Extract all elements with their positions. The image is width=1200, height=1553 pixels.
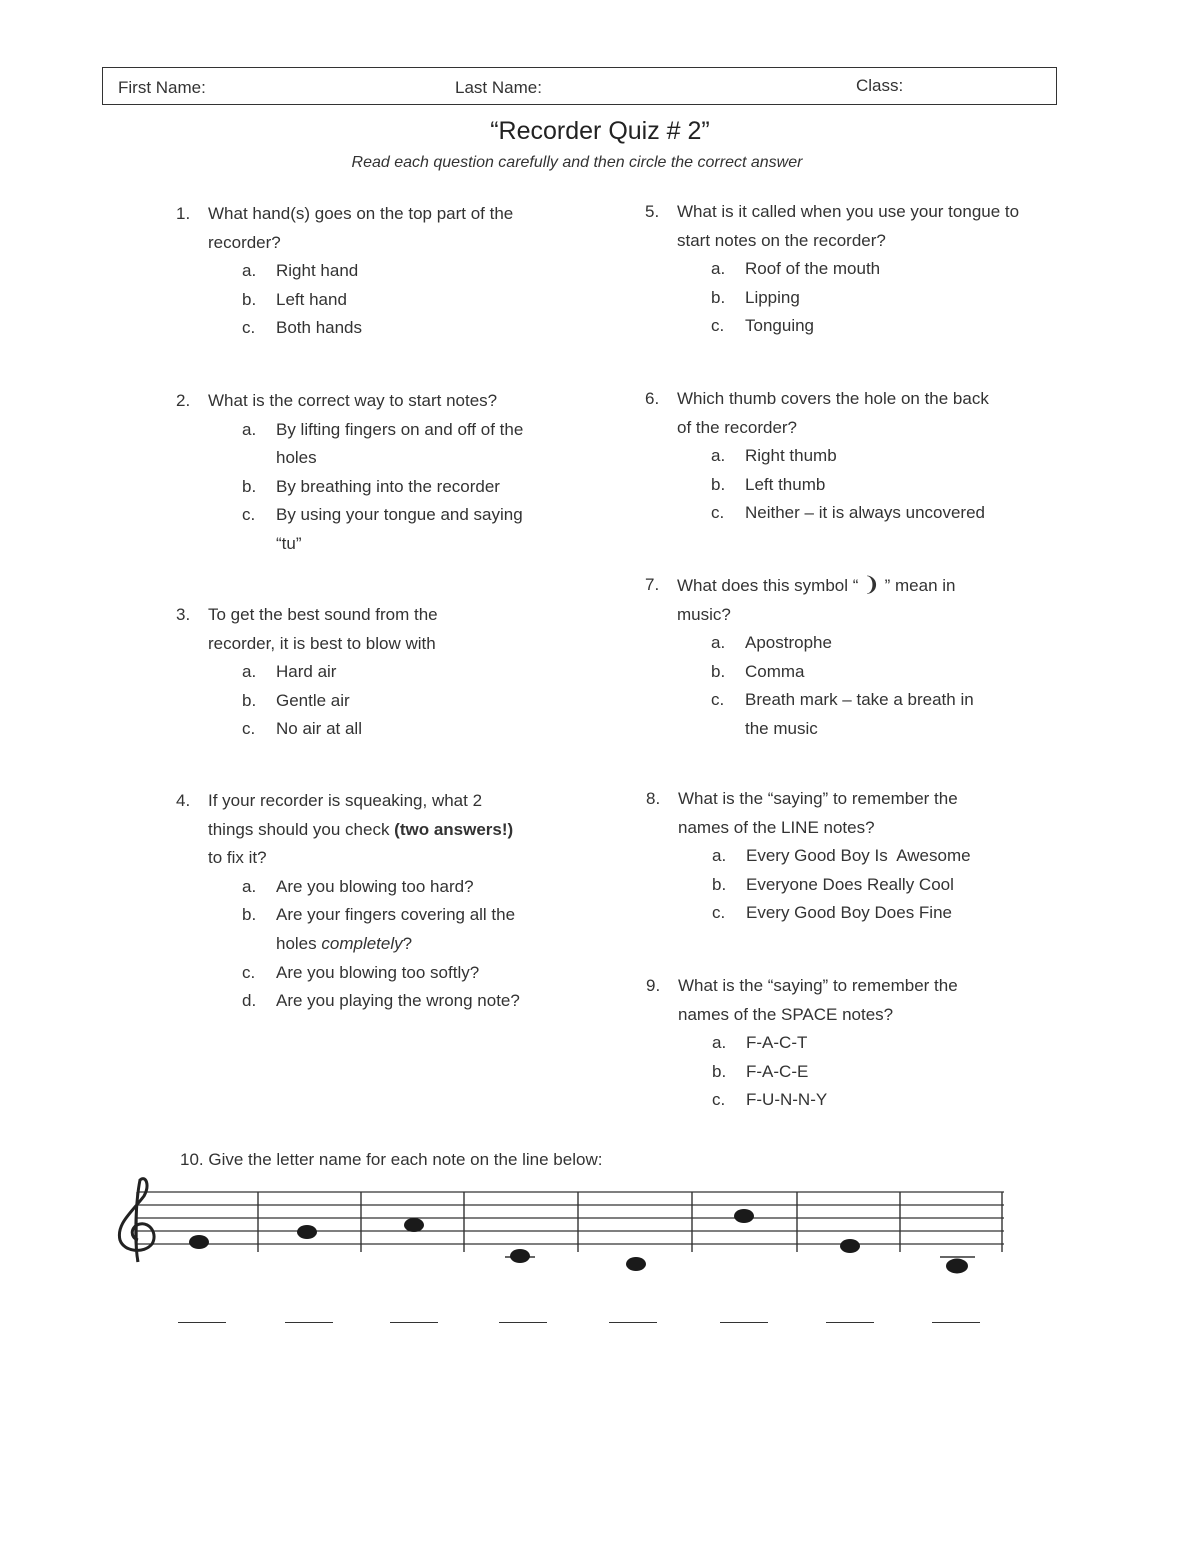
question-number: 6. — [645, 389, 660, 408]
answer-blank[interactable] — [178, 1322, 226, 1323]
question-text: What is the correct way to start notes? — [208, 391, 498, 410]
note — [510, 1249, 530, 1263]
answer-blank[interactable] — [932, 1322, 980, 1323]
option-letter: b. — [242, 476, 257, 496]
answer-blank[interactable] — [390, 1322, 438, 1323]
option-text: Breath mark – take a breath in the music — [745, 690, 974, 738]
question-text-emphasis: (two answers!) — [394, 819, 514, 839]
quiz-title: “Recorder Quiz # 2” — [490, 117, 710, 145]
note — [297, 1225, 317, 1239]
question-number: 10. — [180, 1150, 204, 1169]
breath-mark-symbol: ❩ — [863, 574, 880, 596]
note — [626, 1257, 646, 1271]
question-text: Which thumb covers the hole on the back of the recorder? — [677, 389, 989, 437]
question-text: What is it called when you use your tongue to start notes on the recorder? — [677, 202, 1020, 250]
option-letter: a. — [711, 259, 726, 279]
option-text: Left hand — [276, 289, 347, 309]
option-letter: b. — [242, 289, 257, 309]
question-number: 5. — [645, 202, 660, 221]
answer-blank[interactable] — [826, 1322, 874, 1323]
option-letter: b. — [712, 1061, 727, 1081]
question-text: What is the “saying” to remember the names of the LINE notes? — [678, 789, 958, 837]
question-text: Give the letter name for each note on the line below: — [208, 1150, 603, 1169]
question-number: 7. — [645, 575, 660, 594]
answer-blank[interactable] — [285, 1322, 333, 1323]
question-number: 9. — [646, 976, 661, 995]
option-letter: a. — [712, 846, 727, 866]
answer-blank[interactable] — [499, 1322, 547, 1323]
class-label: Class: — [856, 76, 904, 95]
question-number: 2. — [176, 391, 191, 410]
option-text: Hard air — [276, 662, 337, 682]
question-number: 3. — [176, 605, 191, 624]
option-letter: a. — [242, 419, 257, 439]
option-letter: b. — [712, 874, 727, 894]
question-text: To get the best sound from the recorder, it is best to blow with — [208, 605, 438, 653]
option-letter: a. — [242, 662, 257, 682]
question-number: 4. — [176, 791, 191, 810]
option-text: Right thumb — [745, 446, 837, 466]
option-text: Right hand — [276, 261, 359, 281]
option-letter: c. — [711, 690, 725, 710]
option-text: No air at all — [276, 719, 362, 739]
question-number: 1. — [176, 204, 191, 223]
question-text-part: ” mean in music? — [677, 576, 956, 624]
question-text: What is the “saying” to remember the names of the SPACE notes? — [678, 976, 958, 1024]
note — [734, 1209, 754, 1223]
note — [404, 1218, 424, 1232]
option-text: By using your tongue and saying “tu” — [276, 505, 523, 553]
option-text: F-A-C-T — [746, 1033, 808, 1053]
option-letter: c. — [242, 505, 256, 525]
question-text-part: to fix it? — [208, 848, 267, 868]
option-text: Neither – it is always uncovered — [745, 503, 986, 523]
answer-blank[interactable] — [609, 1322, 657, 1323]
first-name-label: First Name: — [118, 78, 206, 97]
option-text: Are your fingers covering all the holes — [276, 905, 516, 953]
option-text: F-A-C-E — [746, 1061, 809, 1081]
option-text: Gentle air — [276, 690, 350, 710]
option-text: Every Good Boy Does Fine — [746, 903, 952, 923]
option-text: Every Good Boy Is Awesome — [746, 846, 971, 866]
option-letter: c. — [711, 503, 725, 523]
option-text: Lipping — [745, 287, 800, 307]
bar-lines — [137, 1192, 1002, 1262]
option-letter: c. — [711, 316, 725, 336]
option-letter: b. — [711, 287, 726, 307]
last-name-label: Last Name: — [455, 78, 542, 97]
note — [840, 1239, 860, 1253]
question-text-part: If your recorder is squeaking, what 2 things should you check — [208, 791, 483, 839]
option-letter: b. — [711, 661, 726, 681]
option-letter: c. — [712, 903, 726, 923]
option-text: Are you playing the wrong note? — [276, 991, 520, 1011]
treble-clef-icon — [119, 1179, 154, 1262]
option-letter: d. — [242, 991, 257, 1011]
option-text: By breathing into the recorder — [276, 476, 500, 496]
option-text: Everyone Does Really Cool — [746, 874, 954, 894]
option-letter: c. — [242, 962, 256, 982]
option-text: F-U-N-N-Y — [746, 1090, 828, 1110]
option-text: Both hands — [276, 318, 363, 338]
answer-blank[interactable] — [720, 1322, 768, 1323]
option-text: Are you blowing too hard? — [276, 876, 474, 896]
option-letter: b. — [711, 474, 726, 494]
question-text: What hand(s) goes on the top part of the recorder? — [208, 204, 514, 252]
option-letter: a. — [242, 876, 257, 896]
question-number: 8. — [646, 789, 661, 808]
option-letter: c. — [712, 1090, 726, 1110]
option-text: By lifting fingers on and off of the holes — [276, 419, 524, 468]
staff-lines — [137, 1192, 1004, 1244]
option-text: Left thumb — [745, 474, 826, 494]
quiz-instructions: Read each question carefully and then circle the correct answer — [351, 154, 803, 171]
option-text-emphasis: completely — [321, 933, 403, 953]
option-letter: b. — [242, 690, 257, 710]
option-text: ? — [402, 933, 413, 953]
option-text: Tonguing — [745, 316, 815, 336]
option-text: Comma — [745, 661, 805, 681]
option-letter: a. — [711, 633, 726, 653]
option-letter: a. — [711, 446, 726, 466]
option-letter: a. — [242, 261, 257, 281]
option-text: Apostrophe — [745, 633, 832, 653]
option-text: Are you blowing too softly? — [276, 962, 480, 982]
option-letter: a. — [712, 1033, 727, 1053]
note — [946, 1259, 968, 1274]
question-text-part: What does this symbol “ — [677, 576, 864, 595]
option-letter: b. — [242, 905, 257, 925]
note — [189, 1235, 209, 1249]
option-letter: c. — [242, 719, 256, 739]
option-letter: c. — [242, 318, 256, 338]
option-text: Roof of the mouth — [745, 259, 881, 279]
